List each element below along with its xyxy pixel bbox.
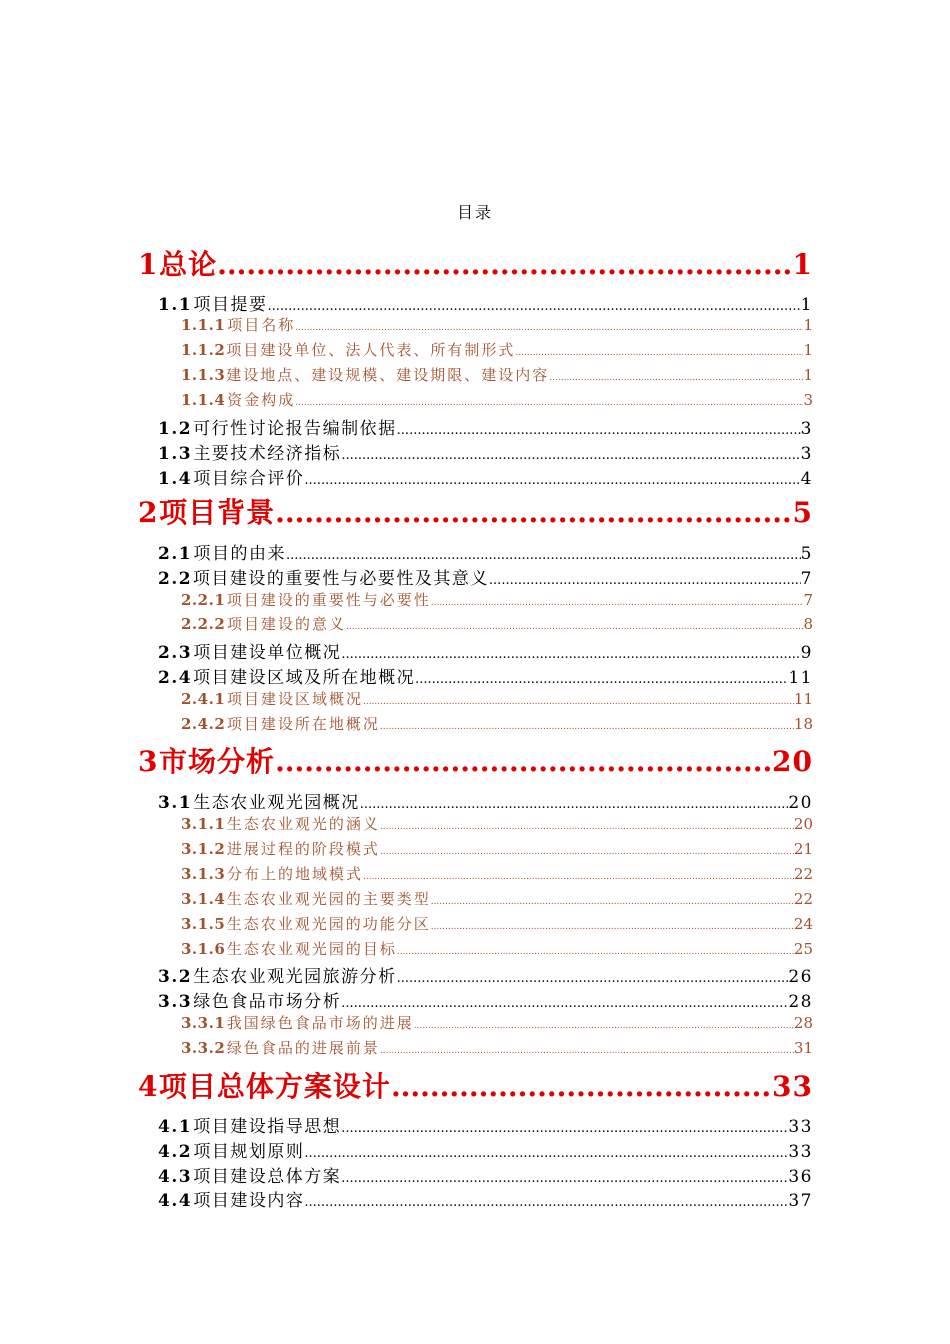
toc-page-number: 36 — [788, 1167, 813, 1187]
toc-page-number: 4 — [800, 469, 813, 489]
toc-page-number: 5 — [800, 544, 813, 564]
toc-entry-title: 项目建设总体方案 — [193, 1167, 342, 1187]
toc-page-number: 1 — [792, 248, 813, 281]
toc-entry-number: 2.4.2 — [181, 715, 226, 733]
toc-entry-number: 4.3 — [158, 1167, 193, 1187]
toc-page-number: 9 — [800, 643, 813, 663]
toc-page-number: 26 — [788, 967, 813, 987]
toc-entry-title: 绿色食品市场分析 — [193, 992, 342, 1012]
toc-entry-number: 2 — [138, 496, 159, 529]
toc-page-number: 20 — [788, 793, 813, 813]
toc-page-number: 20 — [772, 745, 813, 778]
toc-entry-title: 主要技术经济指标 — [193, 444, 342, 464]
toc-entry-title: 项目建设指导思想 — [193, 1117, 342, 1137]
toc-entry-number: 3.2 — [158, 967, 193, 987]
toc-entry-level2[interactable] — [158, 539, 813, 564]
toc-entry-number: 3.1.2 — [181, 840, 226, 858]
toc-page-number: 22 — [793, 890, 813, 908]
toc-dot-leader — [415, 672, 788, 687]
toc-entry-level1[interactable] — [138, 243, 813, 283]
toc-entry-number: 3.3.2 — [181, 1039, 226, 1057]
toc-page-number: 20 — [793, 815, 813, 833]
toc-entry-level2[interactable] — [158, 962, 813, 987]
toc-entry-number: 1.1.4 — [181, 391, 226, 409]
toc-dot-leader — [414, 1021, 794, 1031]
toc-entry-title: 项目名称 — [227, 316, 296, 334]
toc-entry-title: 生态农业观光园旅游分析 — [193, 967, 397, 987]
toc-entry-number: 1.3 — [158, 444, 193, 464]
toc-entry-number: 2.4 — [158, 668, 193, 688]
toc-dot-leader — [295, 398, 803, 408]
toc-page-number: 28 — [788, 992, 813, 1012]
toc-entry-title: 项目规划原则 — [193, 1142, 305, 1162]
toc-entry-title: 总论 — [159, 248, 218, 281]
toc-entry-title: 建设地点、建设规模、建设期限、建设内容 — [226, 366, 550, 384]
toc-entry-title: 项目建设内容 — [193, 1191, 305, 1211]
toc-entry-level2[interactable] — [158, 1112, 813, 1137]
toc-entry-title: 生态农业观光园的功能分区 — [226, 915, 431, 933]
toc-entry-title: 资金构成 — [227, 391, 296, 409]
toc-page-number: 37 — [788, 1191, 813, 1211]
toc-dot-leader — [380, 822, 794, 832]
toc-entry-level3[interactable] — [181, 1012, 813, 1033]
toc-entry-number: 4.4 — [158, 1191, 193, 1211]
toc-entry-number: 3.1 — [158, 793, 193, 813]
toc-page-number: 33 — [788, 1142, 813, 1162]
toc-entry-level3[interactable] — [181, 938, 813, 959]
toc-page-number: 3 — [800, 444, 813, 464]
toc-page-number: 33 — [788, 1117, 813, 1137]
toc-entry-level3[interactable] — [181, 863, 813, 884]
toc-page-number: 22 — [793, 865, 813, 883]
toc-entry-title: 生态农业观光园的主要类型 — [226, 890, 431, 908]
toc-dot-leader — [286, 548, 801, 563]
toc-dot-leader — [341, 647, 800, 662]
toc-entry-title: 项目建设单位、法人代表、所有制形式 — [226, 341, 516, 359]
toc-entry-number: 1.2 — [158, 419, 193, 439]
toc-entry-level3[interactable] — [181, 813, 813, 834]
toc-entry-level3[interactable] — [181, 339, 813, 360]
toc-dot-leader — [391, 1070, 772, 1103]
toc-entry-title: 项目建设的重要性与必要性 — [226, 591, 431, 609]
toc-entry-level3[interactable] — [181, 838, 813, 859]
toc-entry-level3[interactable] — [181, 613, 813, 634]
toc-entry-level3[interactable] — [181, 688, 813, 709]
toc-dot-leader — [431, 922, 794, 932]
toc-entry-title: 项目建设的重要性与必要性及其意义 — [192, 569, 489, 589]
toc-page-number: 33 — [772, 1070, 813, 1103]
toc-page-number: 1 — [800, 295, 813, 315]
toc-entry-number: 1.4 — [158, 469, 193, 489]
toc-page-number: 11 — [788, 668, 813, 688]
toc-entry-title: 项目的由来 — [193, 544, 286, 564]
toc-entry-level2[interactable] — [158, 1137, 813, 1162]
toc-entry-title: 市场分析 — [159, 745, 276, 778]
toc-entry-number: 3.1.6 — [181, 940, 226, 958]
toc-page-number: 3 — [800, 419, 813, 439]
toc-dot-leader — [431, 897, 794, 907]
toc-entry-number: 1 — [138, 248, 159, 281]
toc-dot-leader — [363, 697, 794, 707]
toc-entry-level2[interactable] — [158, 464, 813, 489]
toc-entry-title: 我国绿色食品市场的进展 — [226, 1014, 414, 1032]
toc-page-number: 5 — [792, 496, 813, 529]
toc-entry-number: 2.2 — [158, 569, 193, 589]
toc-entry-level2[interactable] — [158, 788, 813, 813]
toc-page-number: 1 — [803, 316, 813, 334]
toc-page-number: 28 — [793, 1014, 813, 1032]
toc-entry-level3[interactable] — [181, 314, 813, 335]
toc-entry-title: 项目背景 — [159, 496, 276, 529]
toc-page-number: 1 — [803, 341, 813, 359]
toc-entry-level1[interactable] — [138, 491, 813, 531]
toc-dot-leader — [217, 248, 792, 281]
toc-entry-number: 3.1.3 — [181, 865, 226, 883]
toc-page-number: 7 — [803, 591, 813, 609]
toc-dot-leader — [304, 1195, 788, 1210]
toc-dot-leader — [360, 797, 789, 812]
toc-entry-title: 进展过程的阶段模式 — [226, 840, 380, 858]
toc-entry-level3[interactable] — [181, 364, 813, 385]
toc-entry-title: 项目建设的意义 — [227, 615, 347, 633]
toc-entry-number: 1.1 — [158, 295, 193, 315]
toc-dot-leader — [397, 947, 794, 957]
toc-page-number: 24 — [793, 915, 813, 933]
toc-entry-number: 3.1.1 — [181, 815, 226, 833]
toc-dot-leader — [346, 622, 803, 632]
toc-dot-leader — [397, 423, 801, 438]
toc-page-number: 31 — [793, 1039, 813, 1057]
toc-entry-level2[interactable] — [158, 1186, 813, 1211]
toc-dot-leader — [380, 722, 794, 732]
toc-dot-leader — [363, 872, 794, 882]
toc-entry-level2[interactable] — [158, 439, 813, 464]
toc-entry-number: 1.1.1 — [181, 316, 226, 334]
toc-entry-number: 2.2.1 — [181, 591, 226, 609]
toc-dot-leader — [341, 448, 800, 463]
toc-page-number: 21 — [793, 840, 813, 858]
toc-dot-leader — [304, 1146, 788, 1161]
toc-entry-level3[interactable] — [181, 888, 813, 909]
toc-entry-level1[interactable] — [138, 740, 813, 780]
toc-dot-leader — [275, 745, 772, 778]
toc-page-number: 18 — [793, 715, 813, 733]
toc-entry-number: 3.1.5 — [181, 915, 226, 933]
toc-entry-level1[interactable] — [138, 1065, 813, 1105]
toc-entry-level2[interactable] — [158, 564, 813, 589]
toc-entry-title: 项目建设所在地概况 — [226, 715, 380, 733]
toc-entry-level2[interactable] — [158, 290, 813, 315]
toc-page-number: 8 — [803, 615, 813, 633]
toc-entry-number: 3.1.4 — [181, 890, 226, 908]
toc-entry-level2[interactable] — [158, 987, 813, 1012]
toc-entry-number: 1.1.2 — [181, 341, 226, 359]
toc-entry-level3[interactable] — [181, 713, 813, 734]
toc-entry-number: 4.1 — [158, 1117, 193, 1137]
toc-entry-title: 分布上的地域模式 — [226, 865, 363, 883]
toc-entry-number: 4 — [138, 1070, 159, 1103]
toc-entry-number: 2.2.2 — [181, 615, 226, 633]
toc-entry-level2[interactable] — [158, 663, 813, 688]
toc-entry-title: 项目总体方案设计 — [158, 1070, 391, 1103]
toc-dot-leader — [515, 348, 803, 358]
toc-entry-title: 生态农业观光园的目标 — [226, 940, 397, 958]
toc-entry-level3[interactable] — [181, 913, 813, 934]
toc-entry-title: 生态农业观光园概况 — [193, 793, 360, 813]
toc-dot-leader — [431, 598, 804, 608]
toc-page-number: 7 — [800, 569, 813, 589]
toc-entry-title: 绿色食品的进展前景 — [226, 1039, 380, 1057]
toc-entry-title: 生态农业观光的涵义 — [226, 815, 380, 833]
toc-entry-level3[interactable] — [181, 589, 813, 610]
toc-entry-title: 项目建设区域及所在地概况 — [193, 668, 416, 688]
toc-page-number: 25 — [793, 940, 813, 958]
toc-entry-title: 项目建设单位概况 — [193, 643, 342, 663]
toc-entry-number: 4.2 — [158, 1142, 193, 1162]
toc-entry-title: 可行性讨论报告编制依据 — [193, 419, 397, 439]
toc-entry-number: 3.3.1 — [181, 1014, 226, 1032]
toc-dot-leader — [397, 971, 789, 986]
toc-entry-number: 2.3 — [158, 643, 193, 663]
page-title: 目录 — [456, 203, 493, 222]
toc-entry-title: 项目建设区域概况 — [226, 690, 363, 708]
toc-entry-level2[interactable] — [158, 638, 813, 663]
toc-page-number: 11 — [793, 690, 813, 708]
toc-entry-level2[interactable] — [158, 414, 813, 439]
toc-dot-leader — [275, 496, 792, 529]
toc-dot-leader — [304, 473, 800, 488]
toc-entry-title: 项目综合评价 — [193, 469, 305, 489]
toc-entry-number: 3.3 — [158, 992, 193, 1012]
toc-dot-leader — [341, 1121, 788, 1136]
toc-dot-leader — [341, 1171, 788, 1186]
toc-dot-leader — [380, 847, 794, 857]
toc-dot-leader — [295, 323, 803, 333]
toc-dot-leader — [341, 996, 788, 1011]
toc-entry-number: 3 — [138, 745, 159, 778]
toc-entry-number: 1.1.3 — [181, 366, 226, 384]
toc-entry-level3[interactable] — [181, 389, 813, 410]
toc-page-number: 3 — [803, 391, 813, 409]
toc-entry-level2[interactable] — [158, 1162, 813, 1187]
toc-page-number: 1 — [803, 366, 813, 384]
toc-dot-leader — [268, 299, 801, 314]
toc-entry-number: 2.1 — [158, 544, 193, 564]
toc-entry-title: 项目提要 — [193, 295, 268, 315]
toc-entry-level3[interactable] — [181, 1037, 813, 1058]
toc-entry-number: 2.4.1 — [181, 690, 226, 708]
toc-dot-leader — [549, 373, 803, 383]
toc-dot-leader — [380, 1046, 794, 1056]
toc-dot-leader — [489, 573, 801, 588]
